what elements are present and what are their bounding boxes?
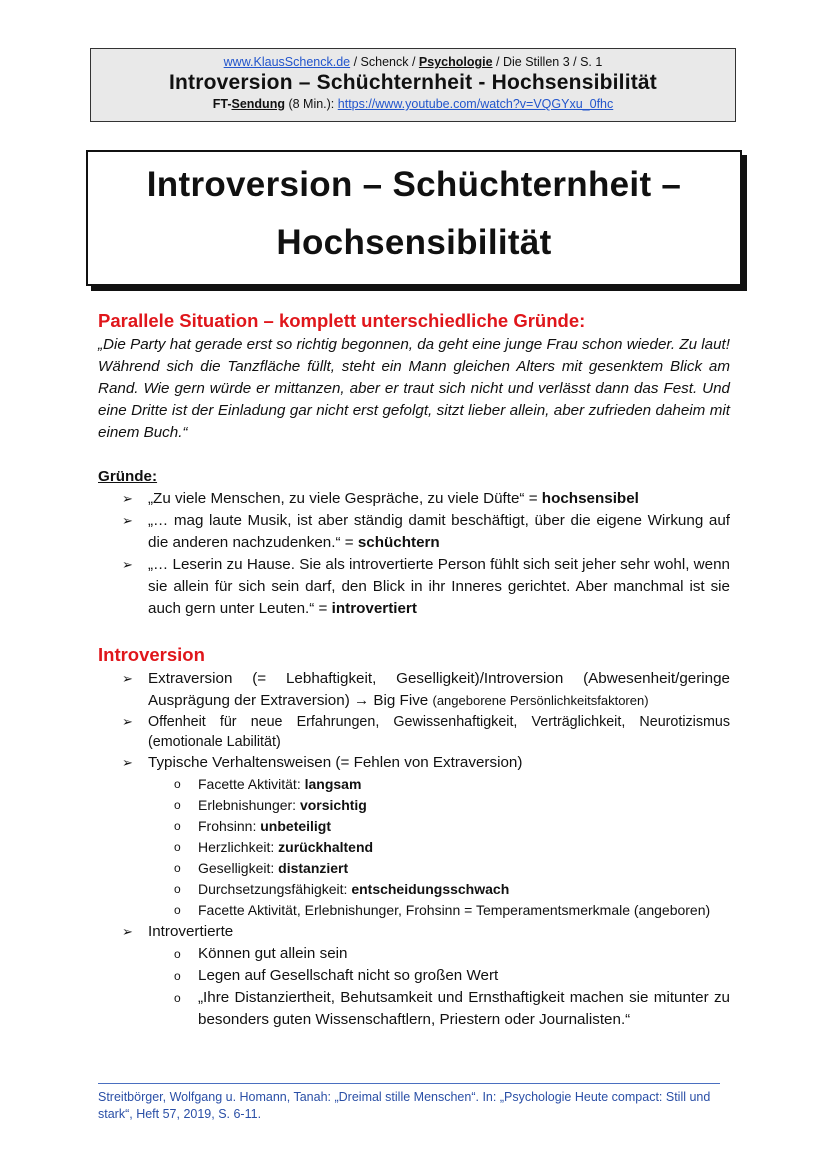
ft-prefix: FT-	[212, 97, 232, 111]
list-item	[98, 752, 730, 774]
title-line-1: Introversion – Schüchternheit –	[146, 165, 682, 204]
list-item	[98, 774, 730, 795]
item-text: Durchsetzungsfähigkeit:	[198, 881, 352, 897]
item-text: Facette Aktivität:	[198, 776, 305, 792]
list-item	[98, 943, 730, 965]
header-line-1	[91, 54, 735, 70]
section1-heading: Parallele Situation – komplett unterschiedliche Gründe:	[98, 310, 586, 331]
item-small: (angeborene Persönlichkeitsfaktoren)	[432, 693, 649, 708]
item-text: Extraversion (= Lebhaftigkeit, Geselligkeit)/Introversion (Abwesenheit/geringe Ausprägung der Extraversion) → Big Five	[148, 670, 730, 709]
item-text: Typische Verhaltensweisen (= Fehlen von Extraversion)	[148, 754, 523, 771]
party-quote: „Die Party hat gerade erst so richtig begonnen, da geht eine junge Frau schon wieder. Zu laut! Während sich die Tanzfläche füllt, steht ein Mann gleichen Alters mit gesenktem Blick am Rand. Wie gern würde er mittanzen, aber er traut sich nicht und verlässt dann das Fest. Und eine Dritte ist der Einladung gar nicht erst gefolgt, sitzt lieber allein, aber zufrieden daheim mit einem Buch.“	[98, 336, 730, 441]
list-item	[98, 712, 730, 752]
ft-duration: (8 Min.):	[284, 97, 338, 111]
introversion-heading: Introversion	[98, 644, 205, 665]
item-bold: zurückhaltend	[278, 839, 374, 855]
arrow-icon: ➢	[122, 714, 133, 729]
site-link[interactable]: www.KlausSchenck.de	[223, 55, 351, 69]
main-content	[98, 308, 730, 1031]
circle-icon: o	[174, 991, 181, 1005]
item-text: Herzlichkeit:	[198, 839, 279, 855]
introvertierte-sublist	[98, 943, 730, 1031]
circle-icon: o	[174, 947, 181, 961]
item-text: „… mag laute Musik, ist aber ständig damit beschäftigt, über die eigene Wirkung auf die anderen nachzudenken.“ =	[148, 512, 730, 551]
item-bold: unbeteiligt	[260, 818, 332, 834]
item-text: „… Leserin zu Hause. Sie als introvertierte Person fühlt sich seit jeher sehr wohl, wenn sie allein für sich sein darf, den Blick in ihr Inneres gerichtet. Aber manchmal ist sie auch gern unter Leuten.“ =	[148, 556, 730, 617]
arrow-icon: ➢	[122, 671, 133, 686]
item-bold: distanziert	[278, 860, 349, 876]
circle-icon: o	[174, 969, 181, 983]
header-subject: Psychologie	[418, 55, 493, 69]
item-text: Offenheit für neue Erfahrungen, Gewissenhaftigkeit, Verträglichkeit, Neurotizismus (emotionale Labilität)	[148, 714, 730, 750]
list-item	[98, 921, 730, 943]
list-item	[98, 900, 730, 921]
circle-icon: o	[174, 777, 181, 791]
arrow-icon: ➢	[122, 755, 133, 770]
title-line-2: Hochsensibilität	[276, 223, 552, 262]
item-text: Introvertierte	[148, 923, 234, 940]
item-text: Können gut allein sein	[198, 945, 348, 962]
introversion-list	[98, 668, 730, 774]
footnote: Streitbörger, Wolfgang u. Homann, Tanah: „Dreimal stille Menschen“. In: „Psychologie Heute compact: Still und stark“, Heft 57, 2019, S. 6-11.	[98, 1090, 711, 1121]
arrow-icon: ➢	[122, 924, 133, 939]
gruende-list	[98, 488, 730, 620]
behavior-sublist	[98, 774, 730, 921]
item-bold: introvertiert	[331, 600, 417, 617]
list-item	[98, 965, 730, 987]
list-item	[98, 837, 730, 858]
circle-icon: o	[174, 861, 181, 875]
header-rest: / Die Stillen 3 / S. 1	[492, 55, 603, 69]
item-text: „Ihre Distanziertheit, Behutsamkeit und Ernsthaftigkeit machen sie mitunter zu besonders guten Wissenschaftlern, Priestern oder Journalisten.“	[198, 989, 730, 1028]
item-bold: vorsichtig	[299, 797, 367, 813]
arrow-icon: ➢	[122, 513, 133, 528]
item-bold: entscheidungsschwach	[351, 881, 510, 897]
list-item	[98, 510, 730, 554]
circle-icon: o	[174, 840, 181, 854]
list-item	[98, 858, 730, 879]
ft-sendung: Sendung	[231, 97, 285, 111]
header-author: Schenck	[360, 55, 409, 69]
circle-icon: o	[174, 819, 181, 833]
list-item	[98, 668, 730, 712]
circle-icon: o	[174, 798, 181, 812]
header-box	[90, 48, 736, 122]
item-text: Legen auf Gesellschaft nicht so großen Wert	[198, 967, 499, 984]
list-item	[98, 554, 730, 620]
header-title: Introversion – Schüchternheit - Hochsensibilität	[168, 71, 658, 94]
list-item	[98, 488, 730, 510]
circle-icon: o	[174, 903, 181, 917]
item-text: Facette Aktivität, Erlebnishunger, Frohsinn = Temperamentsmerkmale (angeboren)	[198, 902, 711, 918]
header-sep-1: /	[350, 55, 361, 69]
arrow-icon: ➢	[122, 557, 133, 572]
introvertierte-list	[98, 921, 730, 943]
footnote-divider	[98, 1083, 720, 1084]
item-text: Geselligkeit:	[198, 860, 279, 876]
list-item	[98, 879, 730, 900]
item-text: Frohsinn:	[198, 818, 261, 834]
arrow-icon: ➢	[122, 491, 133, 506]
item-bold: langsam	[304, 776, 362, 792]
header-line-3	[91, 96, 735, 112]
video-link[interactable]: https://www.youtube.com/watch?v=VQGYxu_0fhc	[337, 97, 614, 111]
item-bold: schüchtern	[357, 534, 440, 551]
title-box	[86, 150, 742, 286]
item-text: „Zu viele Menschen, zu viele Gespräche, zu viele Düfte“ =	[148, 490, 542, 507]
item-text: Erlebnishunger:	[198, 797, 300, 813]
list-item	[98, 795, 730, 816]
gruende-heading: Gründe:	[98, 468, 158, 485]
item-bold: hochsensibel	[541, 490, 639, 507]
list-item	[98, 816, 730, 837]
list-item	[98, 987, 730, 1031]
circle-icon: o	[174, 882, 181, 896]
header-sep-2: /	[408, 55, 419, 69]
